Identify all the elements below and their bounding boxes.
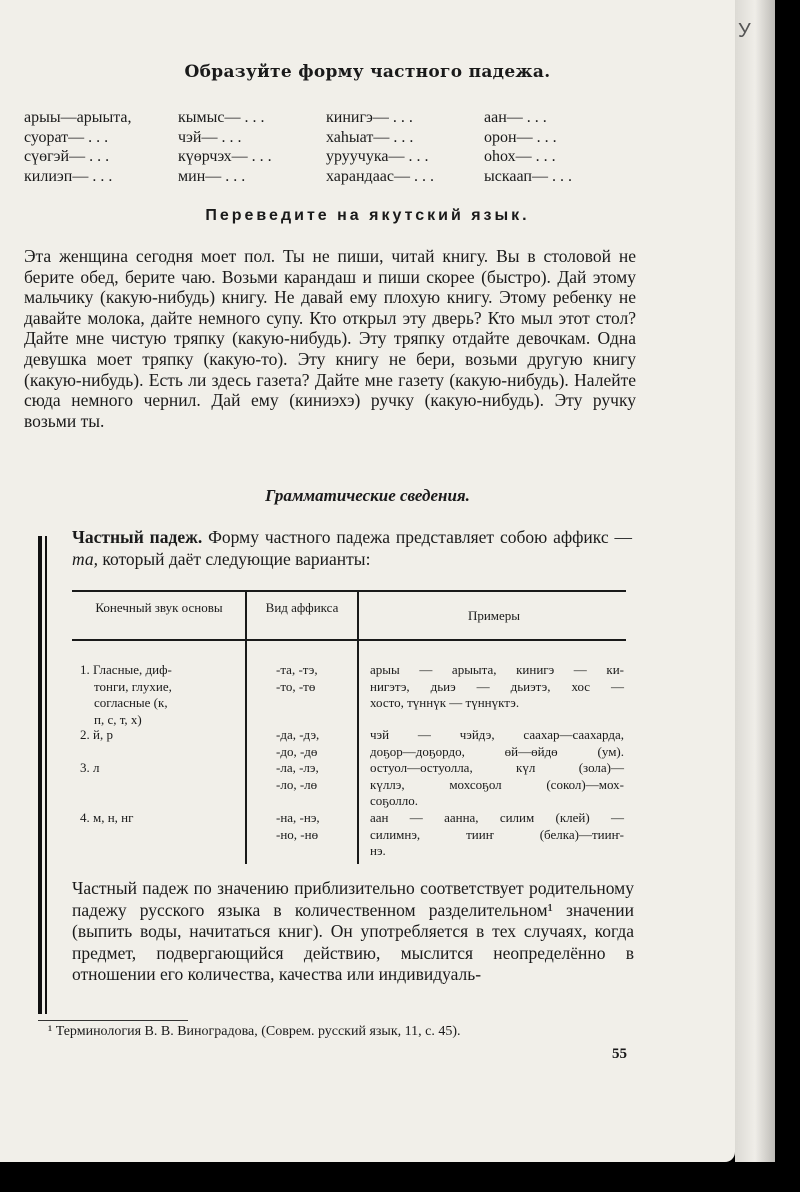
table-column-divider bbox=[245, 592, 247, 864]
word-item: ыскаап— . . . bbox=[484, 167, 572, 185]
intro-text-b: который даёт следующие варианты: bbox=[97, 549, 371, 569]
cell-line: тонги, глухие, bbox=[94, 678, 172, 694]
cell-line: соҕолло. bbox=[370, 793, 419, 808]
table-cell-examples bbox=[370, 662, 624, 712]
grammar-intro bbox=[72, 526, 632, 570]
corner-mark: У bbox=[738, 20, 751, 42]
cell-line: остуол—остуолла, күл (зола)— bbox=[370, 760, 624, 775]
footnote-separator bbox=[38, 1020, 188, 1021]
table-header-examples: Примеры bbox=[467, 608, 521, 623]
word-column-3 bbox=[326, 108, 434, 186]
heading-exercise-1: Образуйте форму частного падежа. bbox=[184, 62, 551, 82]
table-cell-affix bbox=[276, 810, 320, 843]
cell-line: -ло, -лө bbox=[276, 776, 318, 792]
cell-line: -да, -дэ, bbox=[276, 727, 320, 742]
word-item: аан— . . . bbox=[484, 109, 547, 126]
table-cell-sound bbox=[80, 810, 133, 827]
cell-line: хосто, түннүк — түннүктэ. bbox=[370, 695, 520, 710]
cell-line: 2. й, р bbox=[80, 727, 113, 742]
table-cell-examples bbox=[370, 760, 624, 810]
table-cell-sound bbox=[80, 662, 172, 728]
word-item: харандаас— . . . bbox=[326, 167, 434, 185]
cell-line: 4. м, н, нг bbox=[80, 810, 134, 825]
footnote: ¹ Терминология В. В. Виноградова, (Соврем. русский язык, 11, с. 45). bbox=[48, 1024, 461, 1039]
word-item: суорат— . . . bbox=[24, 128, 109, 146]
cell-line: -но, -нө bbox=[276, 826, 319, 842]
cell-line: аан — аанна, силим (клей) — bbox=[370, 810, 624, 825]
cell-line: күллэ, мохсоҕол (сокол)—мох- bbox=[370, 776, 624, 792]
margin-rule-thick bbox=[38, 536, 42, 1014]
heading-grammar: Грамматические сведения. bbox=[265, 486, 470, 505]
table-top-rule bbox=[72, 590, 626, 592]
cell-line: нэ. bbox=[370, 843, 386, 858]
table-column-divider bbox=[357, 592, 359, 864]
table-cell-affix bbox=[276, 662, 318, 695]
cell-line: чэй — чэйдэ, саахар—саахарда, bbox=[370, 727, 624, 742]
cell-line: 1. Гласные, диф- bbox=[80, 662, 172, 677]
word-item: сүөгэй— . . . bbox=[24, 148, 110, 165]
word-item: оһох— . . . bbox=[484, 148, 556, 165]
word-item: мин— . . . bbox=[178, 167, 246, 185]
cell-line: п, с, т, х) bbox=[94, 711, 142, 727]
word-item: кинигэ— . . . bbox=[326, 109, 413, 126]
table-header-affix: Вид аффикса bbox=[265, 600, 339, 615]
margin-rule-thin bbox=[45, 536, 47, 1014]
table-header-rule bbox=[72, 639, 626, 641]
word-item: күөрчэх— . . . bbox=[178, 148, 272, 165]
table-cell-examples bbox=[370, 810, 624, 860]
word-column-2 bbox=[178, 108, 272, 186]
table-cell-examples bbox=[370, 727, 624, 760]
cell-line: -ла, -лэ, bbox=[276, 760, 319, 775]
table-cell-affix bbox=[276, 760, 319, 793]
cell-line: силимнэ, тииҥ (белка)—тииҥ- bbox=[370, 826, 624, 842]
word-item: хаһыат— . . . bbox=[326, 128, 414, 146]
cell-line: -на, -нэ, bbox=[276, 810, 320, 825]
table-header-sound: Конечный звук основы bbox=[95, 600, 223, 615]
cell-line: арыы — арыыта, кинигэ — ки- bbox=[370, 662, 624, 677]
cell-line: 3. л bbox=[80, 760, 100, 775]
word-column-1 bbox=[24, 108, 132, 186]
word-item: чэй— . . . bbox=[178, 128, 242, 146]
intro-text-a: Форму частного падежа представляет собою аффикс — bbox=[202, 527, 633, 547]
word-item: уруучука— . . . bbox=[326, 148, 429, 165]
intro-term: Частный падеж. bbox=[72, 527, 203, 547]
table-cell-affix bbox=[276, 727, 319, 760]
cell-line: доҕор—доҕордо, өй—өйдө (ум). bbox=[370, 743, 624, 759]
table-cell-sound bbox=[80, 727, 113, 744]
translation-paragraph: Эта женщина сегодня моет пол. Ты не пиши, читай книгу. Вы в столовой не берите обед, берите чаю. Возьми карандаш и пиши скорее (быстро). Дай этому мальчику (какую-нибудь) книгу. Не давай ему плохую книгу. Этому ребенку не давайте молока, дайте немного супу. Кто открыл эту дверь? Кто мыл этот стол? Дайте мне чистую тряпку (какую-нибудь). Эту тряпку отдайте девочкам. Одна девушка моет тряпку (какую-то). Эту книгу не бери, возьми другую книгу (какую-нибудь). Есть ли здесь газета? Дайте мне газету (какую-нибудь). Налейте сюда немного чернил. Дай ему (киниэхэ) ручку (какую-нибудь). Эту ручку возьми ты. bbox=[24, 246, 636, 431]
intro-affix: та, bbox=[72, 549, 98, 569]
word-item: арыы—арыыта, bbox=[24, 109, 132, 126]
table-cell-sound bbox=[80, 760, 100, 777]
page-number: 55 bbox=[612, 1046, 627, 1062]
word-item: орон— . . . bbox=[484, 128, 557, 146]
page-edge bbox=[735, 0, 775, 1162]
heading-exercise-2: Переведите на якутский язык. bbox=[205, 207, 530, 224]
word-item: килиэп— . . . bbox=[24, 167, 113, 185]
cell-line: -та, -тэ, bbox=[276, 662, 318, 677]
cell-line: -то, -тө bbox=[276, 678, 316, 694]
word-item: кымыс— . . . bbox=[178, 109, 265, 126]
grammar-paragraph: Частный падеж по значению приблизительно соответствует родительному падежу русского языка в количественном разделительном¹ значении (выпить воды, начитаться книг). Он употребляется в тех случаях, когда предмет, подвергающийся действию, мыслится неопределённо в отношении его количества, качества или индивидуаль- bbox=[72, 878, 634, 984]
cell-line: согласные (к, bbox=[94, 695, 168, 710]
word-column-4 bbox=[484, 108, 572, 186]
cell-line: нигэтэ, дьиэ — дьиэтэ, хос — bbox=[370, 678, 624, 694]
cell-line: -до, -дө bbox=[276, 743, 318, 759]
